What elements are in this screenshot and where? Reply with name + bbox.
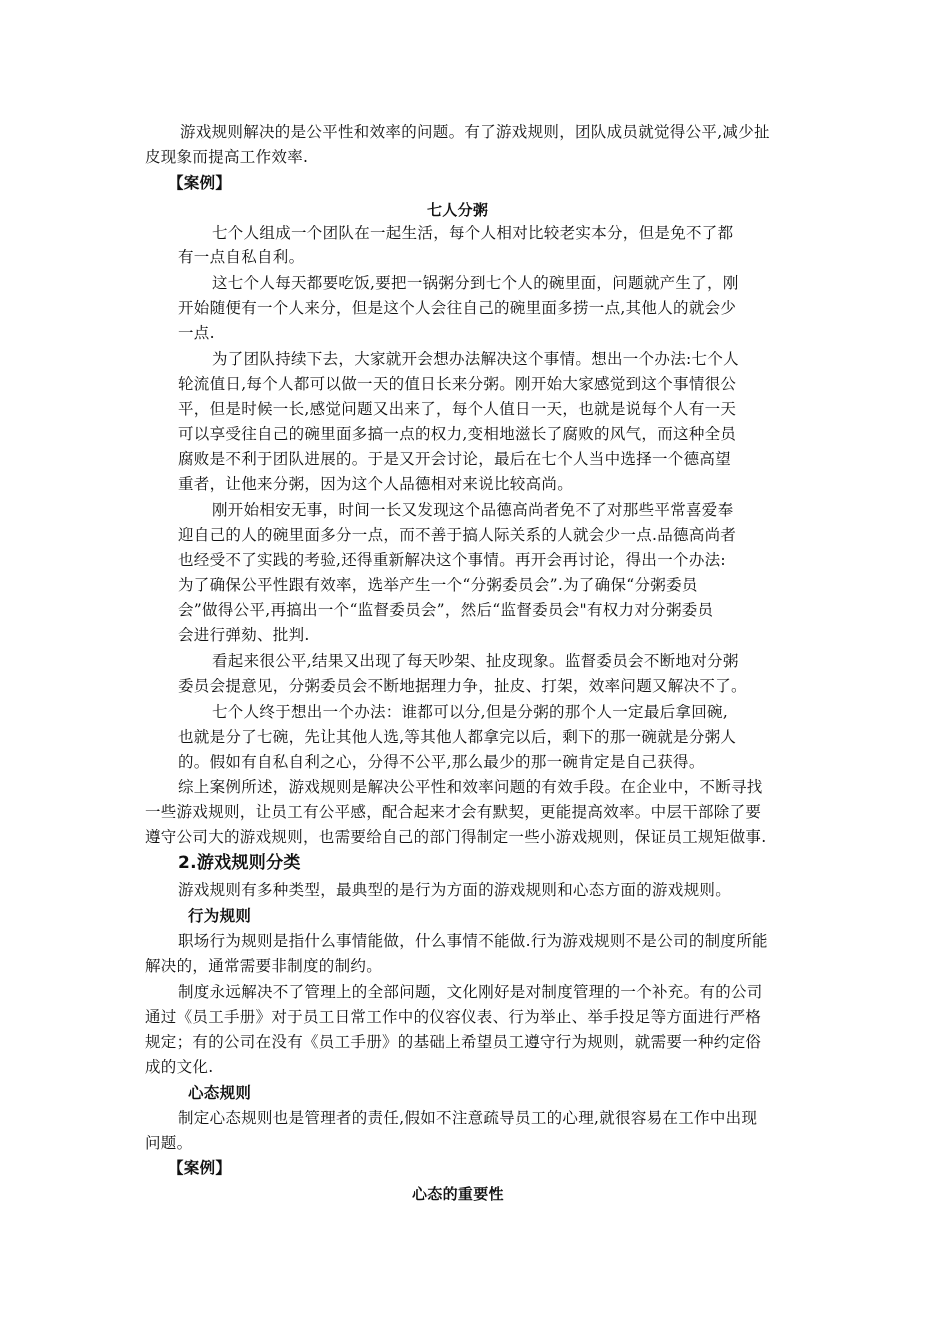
mindset-rules-title: 心态规则 xyxy=(188,1084,252,1102)
intro-line-2: 皮现象而提高工作效率. xyxy=(145,148,309,166)
case-paragraph-5-line-1: 看起来很公平,结果又出现了每天吵架、扯皮现象。监督委员会不断地对分粥 xyxy=(212,652,739,670)
case-paragraph-5-line-2: 委员会提意见，分粥委员会不断地据理力争，扯皮、打架，效率问题又解决不了。 xyxy=(178,677,747,695)
case-paragraph-4-line-1: 刚开始相安无事，时间一长又发现这个品德高尚者免不了对那些平常喜爱奉 xyxy=(212,501,734,519)
behavior-paragraph-1-line-2: 解决的，通常需要非制度的制约。 xyxy=(145,957,383,975)
case-paragraph-2-line-1: 这七个人每天都要吃饭,要把一锅粥分到七个人的碗里面，问题就产生了，刚 xyxy=(212,274,739,292)
case-label: 【案例】 xyxy=(168,174,232,192)
case-paragraph-3-line-6: 重者，让他来分粥，因为这个人品德相对来说比较高尚。 xyxy=(178,475,574,493)
case-paragraph-1-line-1: 七个人组成一个团队在一起生活，每个人相对比较老实本分，但是免不了都 xyxy=(212,224,734,242)
mindset-paragraph-line-1: 制定心态规则也是管理者的责任,假如不注意疏导员工的心理,就很容易在工作中出现 xyxy=(178,1109,758,1127)
case-paragraph-2-line-2: 开始随便有一个人来分，但是这个人会往自己的碗里面多捞一点,其他人的就会少 xyxy=(178,299,737,317)
case-paragraph-3-line-5: 腐败是不利于团队进展的。于是又开会讨论，最后在七个人当中选择一个德高望 xyxy=(178,450,732,468)
behavior-paragraph-2-line-3: 规定；有的公司在没有《员工手册》的基础上希望员工遵守行为规则，就需要一种约定俗 xyxy=(145,1033,762,1051)
case-paragraph-3-line-4: 可以享受往自己的碗里面多搞一点的权力,变相地滋长了腐败的风气，而这种全员 xyxy=(178,425,737,443)
behavior-paragraph-1-line-1: 职场行为规则是指什么事情能做，什么事情不能做.行为游戏规则不是公司的制度所能 xyxy=(178,932,768,950)
mindset-paragraph-line-2: 问题。 xyxy=(145,1134,193,1152)
case-title-2: 心态的重要性 xyxy=(412,1185,504,1203)
case-paragraph-3-line-3: 平，但是时候一长,感觉问题又出来了，每个人值日一天，也就是说每个人有一天 xyxy=(178,400,737,418)
case-paragraph-6-line-3: 的。假如有自私自利之心，分得不公平,那么最少的那一碗肯定是自己获得。 xyxy=(178,753,705,771)
behavior-paragraph-2-line-4: 成的文化. xyxy=(145,1058,214,1076)
behavior-rules-title: 行为规则 xyxy=(188,907,252,925)
case-paragraph-6-line-1: 七个人终于想出一个办法：谁都可以分,但是分粥的那个人一定最后拿回碗, xyxy=(212,703,729,721)
summary-line-1: 综上案例所述，游戏规则是解决公平性和效率问题的有效手段。在企业中，不断寻找 xyxy=(178,778,763,796)
case-paragraph-4-line-4: 为了确保公平性跟有效率，选举产生一个“分粥委员会”.为了确保“分粥委员 xyxy=(178,576,698,594)
case-paragraph-4-line-5: 会”做得公平,再搞出一个“监督委员会”，然后“监督委员会"有权力对分粥委员 xyxy=(178,601,714,619)
case-paragraph-4-line-2: 迎自己的人的碗里面多分一点，而不善于搞人际关系的人就会少一点.品德高尚者 xyxy=(178,526,737,544)
case-paragraph-3-line-1: 为了团队持续下去，大家就开会想办法解决这个事情。想出一个办法:七个人 xyxy=(212,350,739,368)
summary-line-2: 一些游戏规则，让员工有公平感，配合起来才会有默契，更能提高效率。中层干部除了要 xyxy=(145,803,762,821)
case-title: 七人分粥 xyxy=(427,201,489,219)
behavior-paragraph-2-line-2: 通过《员工手册》对于员工日常工作中的仪容仪表、行为举止、举手投足等方面进行严格 xyxy=(145,1008,762,1026)
case-paragraph-2-line-3: 一点. xyxy=(178,324,215,342)
case-paragraph-4-line-3: 也经受不了实践的考验,还得重新解决这个事情。再开会再讨论，得出一个办法: xyxy=(178,551,726,569)
case-label-2: 【案例】 xyxy=(168,1159,232,1177)
section-heading: 2.游戏规则分类 xyxy=(178,853,301,873)
intro-line-1: 游戏规则解决的是公平性和效率的问题。有了游戏规则，团队成员就觉得公平,减少扯 xyxy=(180,123,770,141)
summary-line-3: 遵守公司大的游戏规则，也需要给自己的部门得制定一些小游戏规则，保证员工规矩做事. xyxy=(145,828,767,846)
case-paragraph-6-line-2: 也就是分了七碗，先让其他人选,等其他人都拿完以后，剩下的那一碗就是分粥人 xyxy=(178,728,737,746)
behavior-paragraph-2-line-1: 制度永远解决不了管理上的全部问题，文化刚好是对制度管理的一个补充。有的公司 xyxy=(178,983,763,1001)
case-paragraph-4-line-6: 会进行弹劾、批判. xyxy=(178,626,310,644)
case-paragraph-3-line-2: 轮流值日,每个人都可以做一天的值日长来分粥。刚开始大家感觉到这个事情很公 xyxy=(178,375,737,393)
section-intro: 游戏规则有多种类型，最典型的是行为方面的游戏规则和心态方面的游戏规则。 xyxy=(178,881,732,899)
case-paragraph-1-line-2: 有一点自私自利。 xyxy=(178,248,305,266)
